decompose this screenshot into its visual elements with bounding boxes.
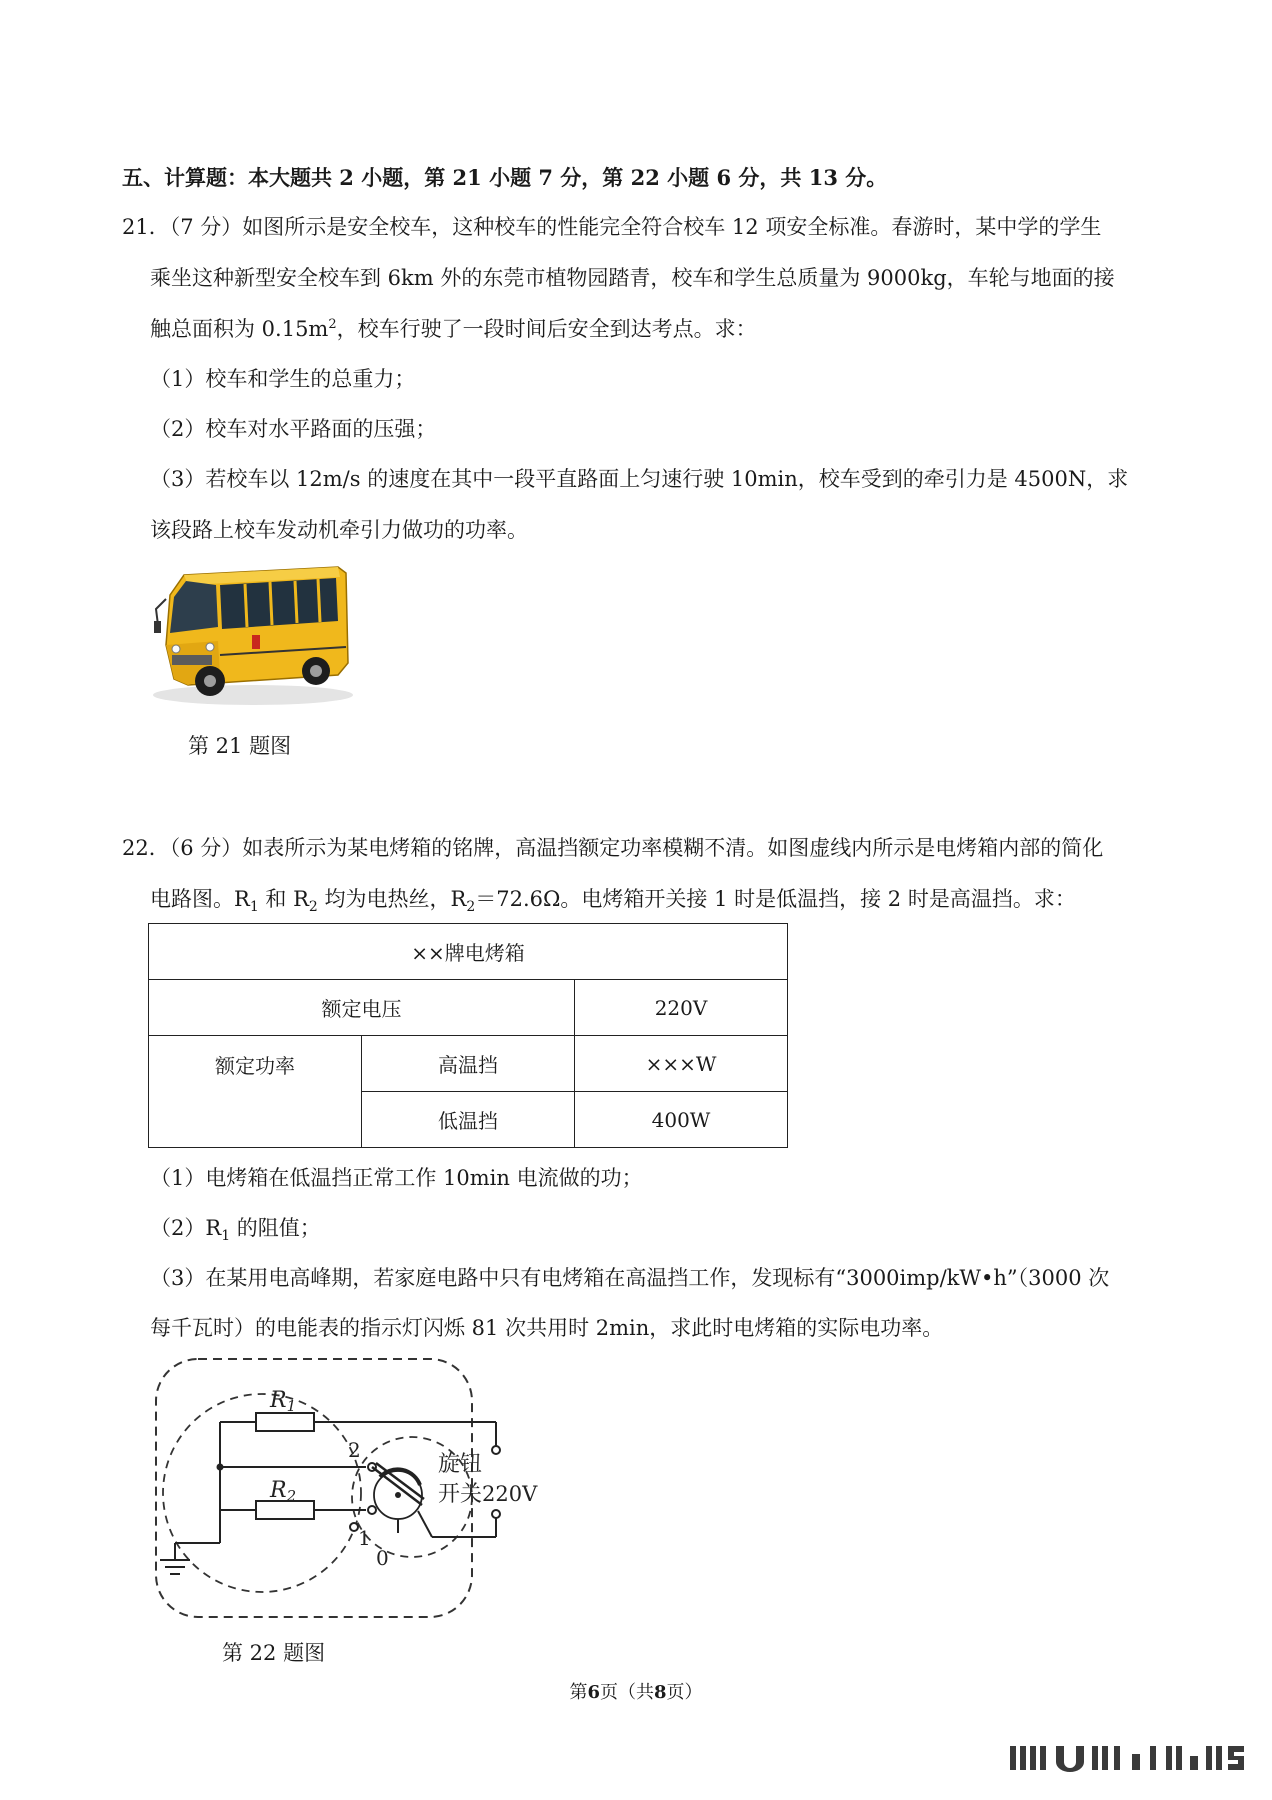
contact-0-label: 0 bbox=[376, 1546, 389, 1570]
q21-sub-question-3-line-2: 该段路上校车发动机牵引力做功的功率。 bbox=[150, 518, 528, 542]
circuit-diagram bbox=[140, 1355, 560, 1625]
q22-sub-question-3-line-2: 每千瓦时）的电能表的指示灯闪烁 81 次共用时 2min，求此时电烤箱的实际电功率。 bbox=[150, 1316, 944, 1340]
r2-label: R2 bbox=[270, 1478, 297, 1505]
oven-nameplate-table bbox=[148, 923, 788, 1148]
knob-label-line-2: 开关 bbox=[438, 1482, 483, 1507]
contact-1-label: 1 bbox=[358, 1526, 371, 1550]
q22-sub-question-3-line-1: （3）在某用电高峰期，若家庭电路中只有电烤箱在高温挡工作，发现标有“3000imp/kW•h”（3000 次 bbox=[150, 1266, 1110, 1290]
high-temp-value-cell: ×××W bbox=[575, 1036, 788, 1092]
voltage-label: 220V bbox=[482, 1482, 538, 1506]
page-footer: 第6页（共8页） bbox=[569, 1682, 703, 1703]
low-temp-value-cell: 400W bbox=[575, 1092, 788, 1148]
rated-voltage-value-cell: 220V bbox=[575, 980, 788, 1036]
q21-sub-question-1: （1）校车和学生的总重力； bbox=[150, 367, 416, 391]
q21-line-1: 21．（7 分）如图所示是安全校车，这种校车的性能完全符合校车 12 项安全标准。春游时，某中学的学生 bbox=[122, 215, 1102, 239]
q22-sub-question-1: （1）电烤箱在低温挡正常工作 10min 电流做的功； bbox=[150, 1166, 643, 1190]
r1-label: R1 bbox=[270, 1388, 297, 1415]
q21-sub-question-3-line-1: （3）若校车以 12m/s 的速度在其中一段平直路面上匀速行驶 10min，校车受到的牵引力是 4500N，求 bbox=[150, 467, 1129, 491]
q22-line-2: 电路图。$R_1$ 和 $R_2$ 均为电热丝，$R_2=72.6\Omega$。电烤箱开关接 1 时是低温挡，接 2 时是高温挡。求： bbox=[150, 887, 1076, 916]
table-row bbox=[149, 1036, 788, 1092]
table-row bbox=[149, 924, 788, 980]
high-temp-label-cell: 高温挡 bbox=[362, 1036, 575, 1092]
q21-sub-question-2: （2）校车对水平路面的压强； bbox=[150, 417, 437, 441]
knob-label-line-1: 旋钮 bbox=[438, 1452, 483, 1477]
q21-line-3: 触总面积为 $0.15m^2$，校车行驶了一段时间后安全到达考点。求： bbox=[150, 317, 757, 341]
q21-line-2: 乘坐这种新型安全校车到 6km 外的东莞市植物园踏青，校车和学生总质量为 9000kg，车轮与地面的接 bbox=[150, 266, 1115, 290]
school-bus-image bbox=[148, 563, 353, 708]
q22-sub-question-2: $(2)R_1$ 的阻值； bbox=[150, 1216, 321, 1245]
figure-22-caption: 第 22 题图 bbox=[222, 1641, 326, 1665]
figure-21-caption: 第 21 题图 bbox=[188, 734, 292, 758]
rated-power-label-cell: 额定功率 bbox=[149, 1036, 362, 1148]
q22-line-1: 22．（6 分）如表所示为某电烤箱的铭牌，高温挡额定功率模糊不清。如图虚线内所示是电烤箱内部的简化 bbox=[122, 836, 1104, 860]
rated-voltage-label-cell: 额定电压 bbox=[149, 980, 575, 1036]
section-heading: 五、计算题：本大题共 2 小题，第 21 小题 7 分，第 22 小题 6 分，共 13 分。 bbox=[122, 165, 888, 190]
contact-2-label: 2 bbox=[348, 1438, 361, 1462]
watermark-icon bbox=[1010, 1742, 1250, 1774]
low-temp-label-cell: 低温挡 bbox=[362, 1092, 575, 1148]
table-row bbox=[149, 980, 788, 1036]
table-title-cell: ××牌电烤箱 bbox=[149, 924, 788, 980]
